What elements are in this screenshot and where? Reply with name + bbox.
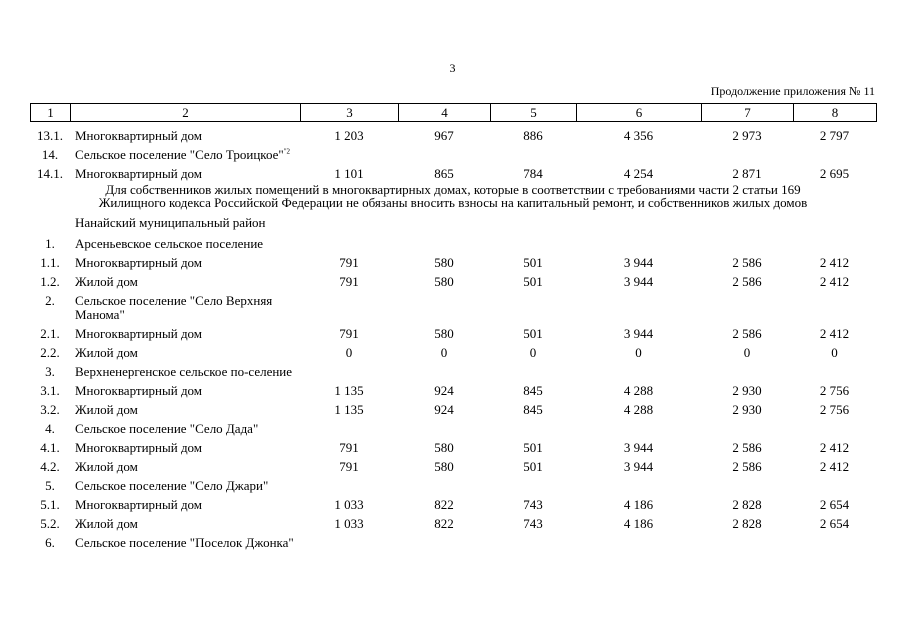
- row-name-text: Сельское поселение "Поселок Джонка": [75, 534, 294, 550]
- value-cell: 791: [339, 325, 359, 341]
- value-cell: 501: [523, 458, 543, 474]
- value-cell: [398, 148, 490, 162]
- table-row: [30, 126, 876, 145]
- value-cell: 0: [635, 344, 642, 360]
- row-name: [70, 384, 300, 398]
- row-name-text: Сельское поселение "Село Джари": [75, 477, 269, 493]
- value-cell: [793, 422, 876, 436]
- value-cell: 845: [523, 401, 543, 417]
- row-name: [70, 422, 300, 436]
- table-row: [30, 291, 876, 324]
- value-cell: [576, 148, 701, 162]
- value-cell: [576, 237, 701, 251]
- row-number: 1.: [45, 236, 55, 251]
- value-cell: 791: [339, 274, 359, 289]
- value-cell: 2 412: [819, 458, 850, 474]
- value-cell: 4 186: [623, 515, 654, 531]
- row-name-text: Сельское поселение "Село Троицкое": [75, 147, 284, 162]
- row-number: 1.1.: [40, 255, 60, 270]
- value-cell: 2 973: [732, 128, 762, 143]
- value-cell: 0: [529, 344, 537, 360]
- value-cell: 791: [339, 439, 359, 455]
- row-name-text: Жилой дом: [75, 274, 138, 289]
- value-cell: 2 695: [819, 166, 850, 181]
- value-cell: 4 288: [623, 382, 654, 398]
- row-name: [70, 148, 300, 162]
- value-cell: [300, 294, 398, 321]
- value-cell: 2 654: [819, 515, 850, 531]
- row-name-text: Многоквартирный дом: [75, 325, 203, 341]
- row-name: [70, 517, 300, 531]
- value-cell: [300, 365, 398, 379]
- table-body: [30, 126, 876, 552]
- value-cell: [398, 479, 490, 493]
- column-header: 1: [31, 104, 71, 122]
- row-number: 3.1.: [40, 382, 60, 398]
- row-name-text: Верхненергенское сельское по-селение: [75, 363, 293, 379]
- value-cell: 2 756: [819, 382, 850, 398]
- row-number: 14.: [41, 147, 59, 162]
- value-cell: 3 944: [623, 274, 654, 289]
- table-row: [30, 476, 876, 495]
- value-cell: 2 756: [819, 401, 850, 417]
- value-cell: [300, 148, 398, 162]
- row-number: 4.1.: [40, 439, 60, 455]
- footnote-mark: "2: [283, 147, 291, 156]
- row-name: [70, 256, 300, 270]
- table-row: [30, 419, 876, 438]
- row-number: 14.1.: [37, 166, 63, 181]
- value-cell: 2 412: [819, 325, 850, 341]
- value-cell: 2 871: [732, 166, 762, 181]
- value-cell: [300, 422, 398, 436]
- table-row: [30, 343, 876, 362]
- column-number-row: [31, 104, 877, 122]
- value-cell: 3 944: [623, 458, 654, 474]
- column-header: 8: [794, 104, 877, 122]
- note-line: Для собственников жилых помещений в многоквартирных домах, которые в соответствии с требованиями части 2 статьи 169: [105, 182, 801, 197]
- row-name: [70, 365, 300, 379]
- value-cell: 3 944: [623, 439, 654, 455]
- rows-bottom: [30, 234, 876, 552]
- value-cell: 580: [434, 458, 454, 474]
- value-cell: 1 135: [334, 401, 364, 417]
- value-cell: 2 586: [732, 458, 762, 474]
- row-number: 13.1.: [37, 128, 63, 143]
- row-name: [70, 479, 300, 493]
- value-cell: [398, 237, 490, 251]
- row-name: [70, 460, 300, 474]
- row-number: 5.2.: [40, 515, 60, 531]
- value-cell: 501: [523, 325, 543, 341]
- row-name: [70, 237, 300, 251]
- value-cell: [576, 536, 701, 550]
- value-cell: 822: [434, 515, 454, 531]
- row-name-text: Многоквартирный дом: [75, 496, 203, 512]
- value-cell: 4 254: [623, 166, 654, 181]
- row-number: 1.2.: [40, 274, 60, 289]
- value-cell: [490, 294, 576, 321]
- value-cell: 1 135: [334, 382, 364, 398]
- row-name-text: Многоквартирный дом: [75, 128, 203, 143]
- row-number: 4.: [45, 420, 55, 436]
- value-cell: [701, 365, 793, 379]
- table-row: [30, 234, 876, 253]
- row-number: 2.2.: [40, 344, 60, 360]
- value-cell: 1 203: [334, 128, 364, 143]
- value-cell: 822: [434, 496, 454, 512]
- value-cell: 845: [523, 382, 543, 398]
- value-cell: [398, 294, 490, 321]
- value-cell: [398, 536, 490, 550]
- value-cell: 4 288: [623, 401, 654, 417]
- row-number: 4.2.: [40, 458, 60, 474]
- value-cell: [793, 237, 876, 251]
- table-row: [30, 533, 876, 552]
- value-cell: [701, 422, 793, 436]
- value-cell: 2 828: [732, 496, 762, 512]
- value-cell: 580: [434, 255, 454, 270]
- table-note: [30, 183, 876, 213]
- value-cell: 2 654: [819, 496, 850, 512]
- value-cell: [490, 422, 576, 436]
- page-number: 3: [449, 61, 456, 75]
- value-cell: [490, 536, 576, 550]
- value-cell: [398, 365, 490, 379]
- row-name-text: Многоквартирный дом: [75, 166, 203, 181]
- value-cell: 3 944: [623, 325, 654, 341]
- value-cell: [576, 479, 701, 493]
- value-cell: 2 930: [732, 401, 762, 417]
- value-cell: 865: [434, 166, 454, 181]
- value-cell: 2 828: [732, 515, 762, 531]
- row-name: [70, 441, 300, 455]
- value-cell: [701, 237, 793, 251]
- value-cell: [490, 237, 576, 251]
- table-row: [30, 495, 876, 514]
- value-cell: 0: [743, 344, 751, 360]
- value-cell: 4 356: [623, 128, 654, 143]
- row-name-text: Многоквартирный дом: [75, 382, 203, 398]
- table-row: [30, 457, 876, 476]
- row-number: 2.: [45, 293, 55, 308]
- row-number: 5.1.: [40, 496, 60, 512]
- table-row: [30, 145, 876, 164]
- value-cell: [793, 479, 876, 493]
- row-name: [70, 167, 300, 181]
- value-cell: 2 412: [819, 255, 850, 270]
- note-line: Жилищного кодекса Российской Федерации не обязаны вносить взносы на капитальный ремонт, и собственников жилых домов: [98, 194, 808, 210]
- value-cell: 0: [345, 344, 353, 360]
- value-cell: [701, 536, 793, 550]
- table-row: [30, 438, 876, 457]
- value-cell: 967: [434, 128, 454, 143]
- value-cell: 2 412: [819, 439, 850, 455]
- value-cell: 886: [523, 128, 543, 143]
- column-header: 2: [71, 104, 301, 122]
- value-cell: [576, 294, 701, 321]
- row-name: [70, 129, 300, 143]
- value-cell: 501: [523, 274, 543, 289]
- value-cell: 924: [434, 382, 454, 398]
- rows-top: [30, 126, 876, 183]
- value-cell: 2 930: [732, 382, 762, 398]
- row-number: 5.: [45, 477, 55, 493]
- row-name-text: Жилой дом: [75, 515, 138, 531]
- row-number: 3.: [45, 363, 55, 379]
- table-row: [30, 514, 876, 533]
- row-name-text: Жилой дом: [75, 401, 138, 417]
- value-cell: 1 033: [334, 515, 364, 531]
- value-cell: [793, 294, 876, 321]
- row-name: [70, 294, 300, 321]
- row-name: [70, 498, 300, 512]
- value-cell: 791: [339, 458, 359, 474]
- value-cell: 2 586: [732, 439, 762, 455]
- value-cell: [490, 148, 576, 162]
- value-cell: [300, 479, 398, 493]
- value-cell: 791: [339, 255, 359, 270]
- district-title: Нанайский муниципальный район: [75, 215, 266, 230]
- table-row: [30, 253, 876, 272]
- row-name: [70, 403, 300, 417]
- row-name-text: Сельское поселение "Село Дада": [75, 420, 259, 436]
- value-cell: [701, 479, 793, 493]
- value-cell: [490, 479, 576, 493]
- value-cell: [576, 422, 701, 436]
- row-number: 2.1.: [40, 325, 60, 341]
- value-cell: 3 944: [623, 255, 654, 270]
- table-row: [30, 362, 876, 381]
- column-header: 3: [301, 104, 399, 122]
- value-cell: 2 586: [732, 325, 762, 341]
- value-cell: 1 033: [334, 496, 364, 512]
- row-name-text: Жилой дом: [75, 344, 138, 360]
- value-cell: 2 412: [819, 274, 850, 289]
- value-cell: [793, 365, 876, 379]
- column-header: 5: [491, 104, 577, 122]
- value-cell: 580: [434, 439, 454, 455]
- value-cell: 501: [523, 439, 543, 455]
- table-row: [30, 272, 876, 291]
- table-row: [30, 400, 876, 419]
- value-cell: [300, 237, 398, 251]
- value-cell: [793, 536, 876, 550]
- value-cell: 743: [523, 496, 543, 512]
- row-name: [70, 536, 300, 550]
- value-cell: 743: [523, 515, 543, 531]
- value-cell: [490, 365, 576, 379]
- value-cell: 501: [523, 255, 543, 270]
- row-name-text: Многоквартирный дом: [75, 439, 203, 455]
- column-header: 7: [702, 104, 794, 122]
- value-cell: 2 586: [732, 255, 762, 270]
- row-number: 6.: [45, 534, 55, 550]
- table-row: [30, 381, 876, 400]
- row-name: [70, 275, 300, 289]
- value-cell: [793, 148, 876, 162]
- value-cell: 580: [434, 274, 454, 289]
- row-name-text: Многоквартирный дом: [75, 255, 203, 270]
- value-cell: 924: [434, 401, 454, 417]
- table-row: [30, 164, 876, 183]
- row-number: 3.2.: [40, 401, 60, 417]
- value-cell: [701, 294, 793, 321]
- table-header: [30, 103, 877, 122]
- row-name: [70, 346, 300, 360]
- value-cell: 0: [440, 344, 448, 360]
- value-cell: 2 586: [732, 274, 762, 289]
- value-cell: [398, 422, 490, 436]
- continuation-caption: Продолжение приложения № 11: [710, 84, 875, 98]
- column-header: 6: [577, 104, 702, 122]
- row-name: [70, 327, 300, 341]
- value-cell: [300, 536, 398, 550]
- row-name-text: Арсеньевское сельское поселение: [75, 236, 264, 251]
- value-cell: 4 186: [623, 496, 654, 512]
- value-cell: 580: [434, 325, 454, 341]
- value-cell: 0: [831, 344, 838, 360]
- row-name-text: Жилой дом: [75, 458, 138, 474]
- value-cell: 784: [523, 166, 543, 181]
- value-cell: 1 101: [334, 166, 364, 181]
- value-cell: [701, 148, 793, 162]
- row-name-text: Сельское поселение "Село Верхняя Манома": [75, 293, 273, 322]
- table-row: [30, 324, 876, 343]
- column-header: 4: [399, 104, 491, 122]
- value-cell: 2 797: [819, 128, 850, 143]
- value-cell: [576, 365, 701, 379]
